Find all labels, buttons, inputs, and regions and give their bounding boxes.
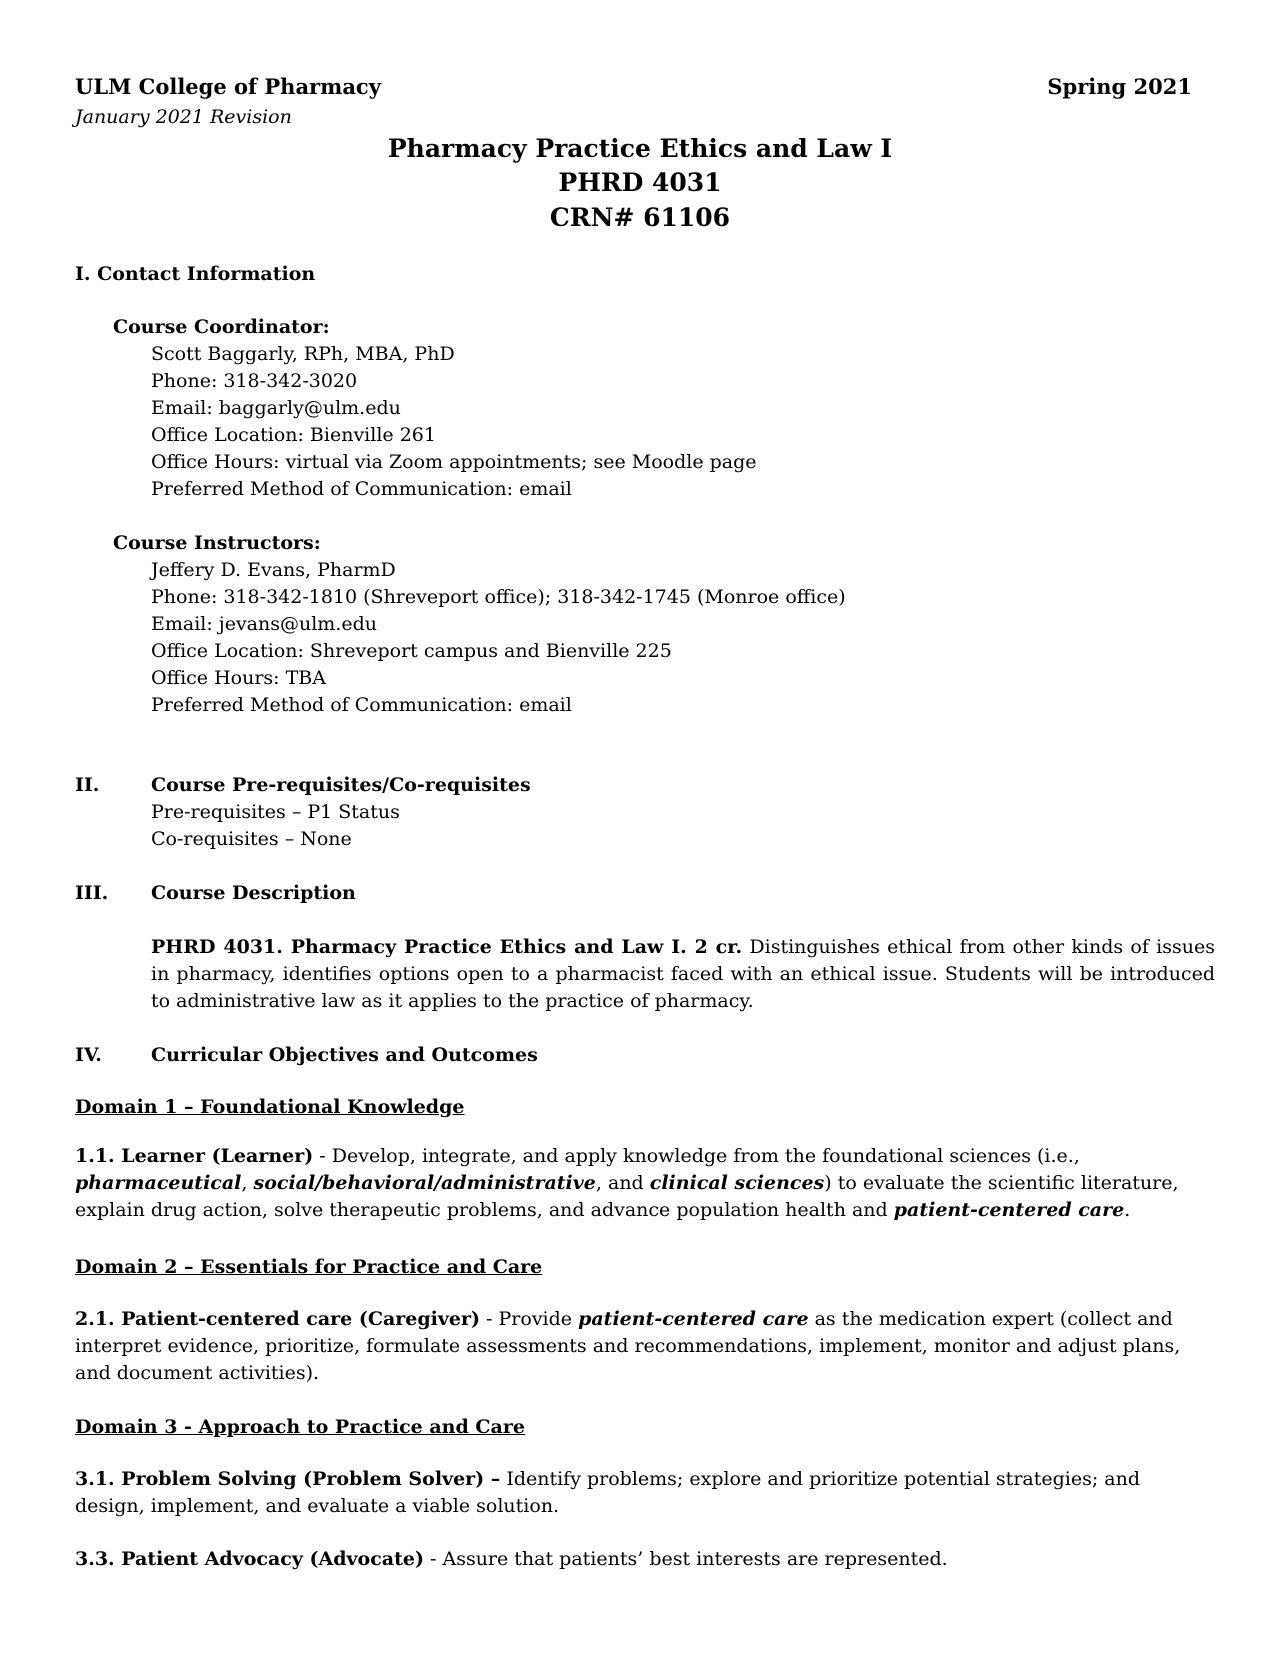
- domain2-text-1: - Provide: [480, 1308, 579, 1330]
- domain3-item2-lead: 3.3. Patient Advocacy (Advocate): [75, 1548, 424, 1570]
- description-heading: Course Description: [151, 882, 356, 904]
- section-iii-numeral: III.: [75, 882, 109, 904]
- course-code: PHRD 4031: [558, 168, 722, 197]
- domain3-heading: Domain 3 - Approach to Practice and Care: [75, 1416, 525, 1438]
- domain2-lead: 2.1. Patient-centered care (Caregiver): [75, 1308, 481, 1330]
- domain1-emph-1: pharmaceutical: [75, 1172, 242, 1194]
- domain2-outcome: [75, 1306, 1215, 1387]
- course-title: Pharmacy Practice Ethics and Law I: [387, 134, 893, 163]
- domain1-emph-2: social/behavioral/administrative: [253, 1172, 596, 1194]
- domain1-outcome: [75, 1143, 1215, 1224]
- coordinator-name: Scott Baggarly, RPh, MBA, PhD: [151, 343, 455, 365]
- coordinator-communication: Preferred Method of Communication: email: [151, 478, 572, 500]
- domain2-text-2: as the medication expert (collect and interpret evidence, prioritize, formulate assessments and recommendations, implement, monitor and adjust plans, and document activities).: [75, 1308, 1181, 1384]
- objectives-heading: Curricular Objectives and Outcomes: [151, 1044, 538, 1066]
- instructor-communication: Preferred Method of Communication: email: [151, 694, 572, 716]
- domain1-text-1: - Develop, integrate, and apply knowledge from the foundational sciences (i.e.,: [313, 1145, 1080, 1167]
- coordinator-hours: Office Hours: virtual via Zoom appointments; see Moodle page: [151, 451, 757, 473]
- coordinator-details: [151, 341, 757, 503]
- college-name: ULM College of Pharmacy: [75, 74, 381, 99]
- semester-label: Spring 2021: [1047, 74, 1192, 99]
- coordinator-email: Email: baggarly@ulm.edu: [151, 397, 401, 419]
- section-iv-numeral: IV.: [75, 1044, 102, 1066]
- domain1-text-2: ,: [241, 1172, 254, 1194]
- domain1-lead: 1.1. Learner (Learner): [75, 1145, 314, 1167]
- course-crn: CRN# 61106: [549, 203, 731, 232]
- domain1-text-4: ) to evaluate the scientific literature, explain drug action, solve therapeutic problems, and advance population health and: [75, 1172, 1179, 1221]
- instructor-name: Jeffery D. Evans, PharmD: [151, 559, 396, 581]
- course-description: [151, 934, 1215, 1015]
- instructor-email: Email: jevans@ulm.edu: [151, 613, 378, 635]
- domain3-outcome-1: [75, 1466, 1215, 1520]
- domain1-text-3: , and: [595, 1172, 650, 1194]
- domain1-heading: Domain 1 – Foundational Knowledge: [75, 1096, 465, 1118]
- instructor-hours: Office Hours: TBA: [151, 667, 326, 689]
- section-ii-numeral: II.: [75, 774, 100, 796]
- coordinator-label: Course Coordinator:: [113, 316, 330, 338]
- instructor-details: [151, 557, 846, 719]
- domain3-item1-lead: 3.1. Problem Solving (Problem Solver) –: [75, 1468, 501, 1490]
- description-text: Distinguishes ethical from other kinds of issues in pharmacy, identifies options open to a pharmacist faced with an ethical issue. Students will be introduced to administrative law as it applies to the practice of pharmacy.: [151, 936, 1215, 1012]
- instructor-phone: Phone: 318-342-1810 (Shreveport office); 318-342-1745 (Monroe office): [151, 586, 846, 608]
- instructor-office: Office Location: Shreveport campus and Bienville 225: [151, 640, 672, 662]
- domain3-item1-text: Identify problems; explore and prioritize potential strategies; and design, implement, and evaluate a viable solution.: [75, 1468, 1141, 1517]
- description-lead: PHRD 4031. Pharmacy Practice Ethics and Law I. 2 cr.: [151, 936, 743, 958]
- coordinator-phone: Phone: 318-342-3020: [151, 370, 358, 392]
- domain1-emph-3: clinical sciences: [649, 1172, 825, 1194]
- domain3-outcome-2: [75, 1546, 1215, 1573]
- revision-note: January 2021 Revision: [75, 106, 292, 128]
- contact-heading: I. Contact Information: [75, 263, 316, 285]
- corequisites-line: Co-requisites – None: [151, 828, 352, 850]
- instructors-label: Course Instructors:: [113, 532, 321, 554]
- domain1-emph-4: patient-centered care: [893, 1199, 1125, 1221]
- domain3-item2-text: - Assure that patients’ best interests are represented.: [423, 1548, 948, 1570]
- domain1-text-5: .: [1124, 1199, 1131, 1221]
- prereq-details: [151, 799, 400, 853]
- coordinator-office: Office Location: Bienville 261: [151, 424, 436, 446]
- domain2-emph-1: patient-centered care: [578, 1308, 809, 1330]
- prereq-heading: Course Pre-requisites/Co-requisites: [151, 774, 531, 796]
- domain2-heading: Domain 2 – Essentials for Practice and Care: [75, 1256, 543, 1278]
- prerequisites-line: Pre-requisites – P1 Status: [151, 801, 400, 823]
